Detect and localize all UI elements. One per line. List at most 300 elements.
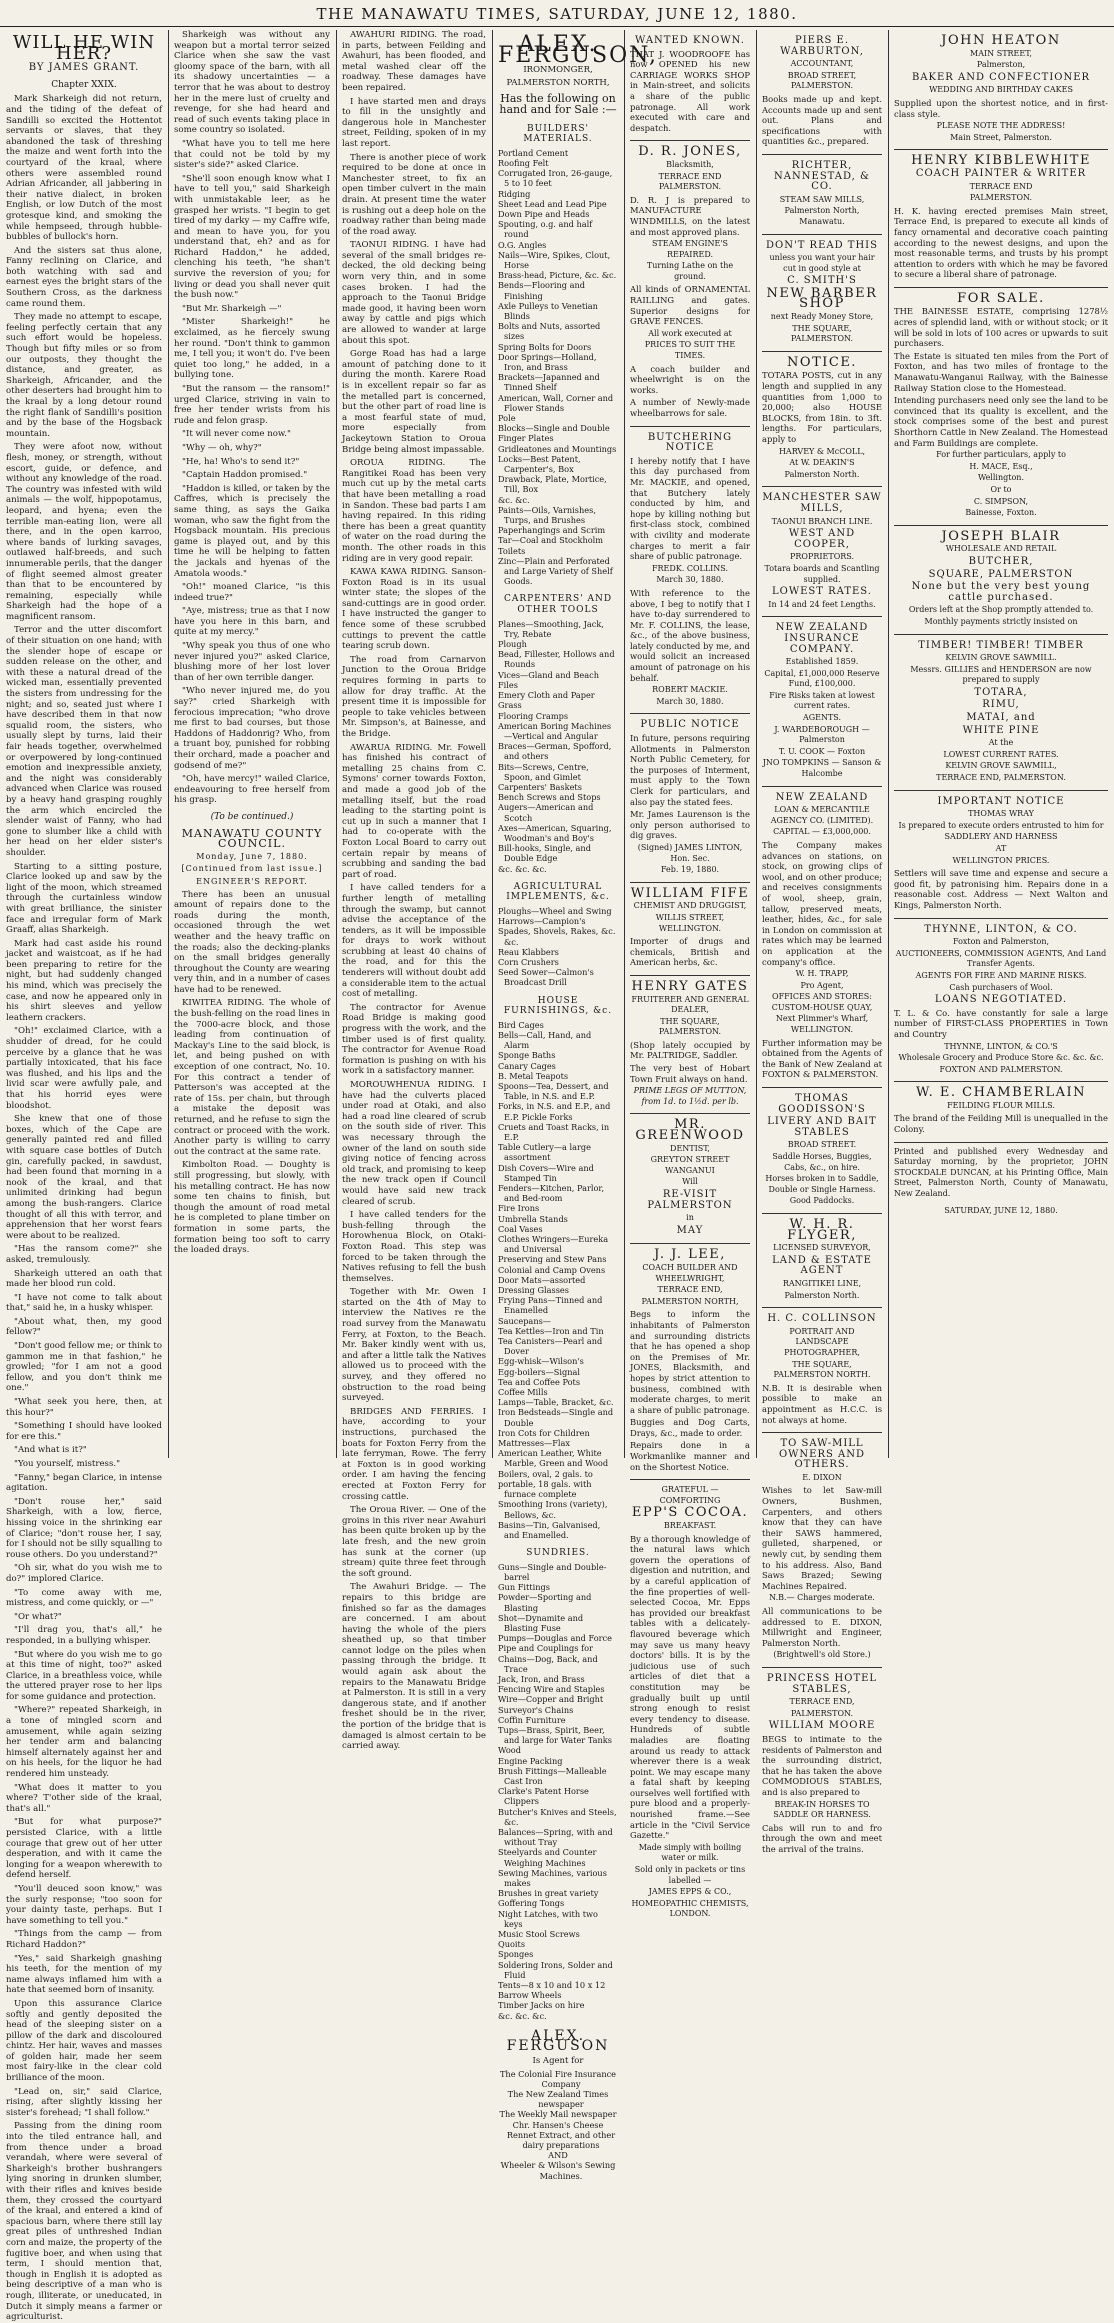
barber-ad: [762, 235, 882, 352]
heaton-name: JOHN HEATON: [941, 33, 1061, 48]
list-item: Tar—Coal and Stockholm: [498, 535, 604, 546]
paragraph: "Mister Sharkeigh!" he exclaimed, as he fiercely swung her round. "Don't think to gammon me, I tell you; it won't do. I've been quiet too long," he added, in a bullying tone.: [174, 317, 330, 381]
gates-body-2: The very best of Hobart Town Fruit always on hand.: [630, 1063, 750, 1084]
list-item: &c. &c.: [498, 494, 530, 505]
category-heading: AGRICULTURAL IMPLEMENTS, &c.: [506, 881, 610, 903]
timber-rates: LOWEST CURRENT RATES.: [943, 749, 1059, 759]
list-item: Zinc—Plain and Perforated and Large Variety of Shelf Goods.: [498, 555, 613, 587]
paragraph: "Oh, have mercy!" wailed Clarice, endeavouring to free herself from his grasp.: [174, 774, 330, 806]
list-item: Grass: [498, 700, 522, 711]
paragraph: The contractor for Avenue Road Bridge is making good progress with the work, and the timber used is of first quality. The contractor for Avenue Road formation is pushing on with his work in a satisfactory manner.: [342, 1002, 486, 1077]
epps-body: By a thorough knowledge of the natural laws which govern the operations of digestion and nutrition, and by a careful application of the fine properties of well-selected Cocoa, Mr. Epps has provided our breakfast tables with a delicately-flavoured beverage which may save us many heavy doctors' bills. It is by the judicious use of such articles of diet that a constitution may be gradually built up until strong enough to resist every tendency to disease. Hundreds of subtle maladies are floating around us ready to attack wherever there is a weak point. We may escape many a fatal shaft by keeping ourselves well fortified with pure blood and a properly-nourished frame.—See article in the "Civil Service Gazette.": [630, 1533, 750, 1841]
ironmonger-name: ALEX. FERGUSON,: [498, 32, 658, 68]
paragraph: I have started men and drays to fill in the unsightly and dangerous hole in Manchester street, Feilding, spoken of in my last report.: [342, 96, 486, 149]
list-item: Sponge Baths: [498, 1050, 556, 1061]
public-notice-ad: [630, 714, 750, 882]
princess-name: PRINCESS HOTEL STABLES,: [766, 1672, 878, 1695]
paragraph: Kimbolton Road. — Doughty is still progressing, but slowly, with his metalling contract. He has now some ten chains to finish, but though the amount of road metal he is completed to plane timber on formation in some parts, the formation being too soft to carry the loaded drays.: [174, 1160, 330, 1256]
warburton-name: PIERS E. WARBURTON,: [780, 35, 864, 57]
story-continued: (To be continued.): [210, 811, 294, 822]
paragraph: "I have not come to talk about that," said he, in a husky whisper.: [6, 1292, 162, 1314]
list-item: portable, 18 gals. with furnace complete: [498, 1478, 592, 1500]
thynne-loans: LOANS NEGOTIATED.: [934, 994, 1068, 1006]
public-date: Feb. 19, 1880.: [660, 865, 720, 875]
list-item: Planes—Smoothing, Jack, Try, Rebate: [498, 618, 604, 639]
list-item: Coffee Mills: [498, 1387, 548, 1398]
flyger-trade: LICENSED SURVEYOR,: [773, 1243, 871, 1253]
list-item: Lamps—Table, Bracket, &c.: [498, 1397, 614, 1408]
thynne-grocery: Wholesale Grocery and Produce Store &c. &c. &c.: [898, 1053, 1104, 1063]
paragraph: "Has the ransom come?" she asked, tremulously.: [6, 1244, 162, 1265]
heaton-body: Supplied upon the shortest notice, and in first-class style.: [894, 97, 1108, 119]
list-item: Spouting, o.g. and half round: [498, 219, 593, 240]
paragraph: "What does it matter to you where? T'other side of the kraal, that's all.": [6, 1782, 162, 1814]
imprint-date: SATURDAY, JUNE 12, 1880.: [944, 1205, 1058, 1215]
goodisson-place: BROAD STREET.: [787, 1140, 857, 1150]
item-list: [498, 148, 618, 587]
list-item: Corn Crushers: [498, 956, 559, 967]
heaton-note: PLEASE NOTE THE ADDRESS!: [936, 121, 1066, 131]
lee-town: PALMERSTON NORTH,: [641, 1296, 739, 1306]
list-item: Basins—Tin, Galvanised, and Enamelled.: [498, 1519, 601, 1540]
msm-place: TAONUI BRANCH LINE.: [771, 516, 873, 526]
barber-name: C. SMITH'S: [787, 275, 857, 287]
heaton-wedding: WEDDING AND BIRTHDAY CAKES: [929, 85, 1073, 95]
paragraph: "You'll deuced soon know," was the surly response; "too soon for your dainty taste, perhaps. But I have something to tell you.": [6, 1883, 162, 1926]
list-item: Goffering Tongs: [498, 1898, 565, 1909]
category-heading: CARPENTERS' AND OTHER TOOLS: [503, 594, 613, 616]
report-title: ENGINEER'S REPORT.: [196, 876, 308, 886]
epps-name: EPP'S COCOA.: [631, 1505, 749, 1521]
barber-body: unless you want your hair cut in good style at: [769, 253, 875, 273]
kibble-name: HENRY KIBBLEWHITE: [911, 153, 1091, 169]
princess-ad: [762, 1668, 882, 1862]
paragraph: "Don't rouse her," said Sharkeigh, with a low, fierce, hissing voice in the shrinking ear of Clarice; "don't rouse her, I say, for I should not be silly squalling to rouse others. Do you understand?": [6, 1496, 162, 1560]
list-item: Jack, Iron, and Brass: [498, 1673, 585, 1684]
list-item: American, Wall, Corner and Flower Stands: [498, 392, 614, 413]
heaton-ad: [894, 30, 1108, 150]
paragraph: She knew that one of those boxes, which of the Cape are generally painted red and filled with square case bottles of Dutch gin, carefully packed, in sawdust, had been found that morning in a nook of the kraal, and that unlimited drinking had begun among the bush-rangers. Clarice thought of all this with terror, and apprehension that her worst fears were about to be realized.: [6, 1114, 162, 1241]
timber-mill-2: KELVIN GROVE SAWMILL,: [945, 761, 1057, 771]
list-item: Flooring Cramps: [498, 710, 569, 721]
epps-sub: BREAKFAST.: [663, 1521, 717, 1531]
list-item: Finger Plates: [498, 433, 554, 444]
fife-body: Importer of drugs and chemicals, British and American herbs, &c.: [630, 936, 750, 968]
thynne-place: Foxton and Palmerston,: [952, 937, 1050, 947]
richter-place: Palmerston North, Manawatu.: [784, 206, 860, 226]
list-item: Iron Bedsteads—Single and Double: [498, 1407, 614, 1428]
wray-at: AT: [995, 844, 1007, 853]
list-item: Timber Jacks on hire: [498, 2000, 585, 2011]
list-item: Bead, Fillester, Hollows and Rounds: [498, 649, 615, 670]
list-item: Sheet Lead and Lead Pipe: [498, 198, 607, 209]
paragraph: "But Mr. Sharkeigh —": [182, 303, 282, 314]
list-item: Brass-head, Picture, &c. &c.: [498, 270, 617, 281]
barber-shop: NEW BARBER SHOP: [766, 285, 878, 312]
chamberlain-body: The brand of the Feilding Mill is unequalled in the Colony.: [894, 1113, 1108, 1135]
list-item: Surveyor's Chains: [498, 1704, 574, 1715]
list-item: Engine Packing: [498, 1755, 563, 1766]
nzl-name: NEW ZEALAND: [775, 791, 869, 803]
agency-list: [498, 2069, 618, 2181]
list-item: Gun Fittings: [498, 1582, 550, 1593]
agency-item: Chr. Hansen's Cheese Rennet Extract, and other dairy preparations: [506, 2119, 616, 2151]
flyger-name: W. H. R. FLYGER,: [787, 1217, 857, 1243]
list-item: Dish Covers—Wire and Stamped Tin: [498, 1162, 594, 1183]
paragraph: Sharkeigh uttered an oath that made her blood run cold.: [6, 1268, 162, 1290]
ironmonger-intro: Has the following on hand and for Sale :—: [499, 92, 617, 116]
sale-title: FOR SALE.: [957, 290, 1045, 306]
paragraph: Terror and the utter discomfort of their situation on one hand; with the slender hope of escape or sudden release on the other, and with these a natural dread of the wicked man, essentially prevented the sisters from undressing for the night; and so, seated just where I have described them in that now squalid room, the sisters, who usually slept by turns, laid their fair heads together, overwhelmed or overpowered by long-continued emotion and inexpressible anxiety, and the night was considerably advanced when Clarice was roused by a heavy hand grasping roughly the arm which encircled the slender waist of Fanny, who had gone to slumber like a child with her head on her elder sister's shoulder.: [6, 625, 162, 858]
goodisson-name: THOMAS GOODISSON'S: [778, 1093, 866, 1115]
sale-apply: For further particulars, apply to: [936, 450, 1066, 460]
public-body-2: Mr. James Laurenson is the only person authorised to dig graves.: [630, 809, 750, 841]
sale-agent-1-place: Wellington.: [978, 473, 1024, 483]
nzl-agent-title: Pro Agent,: [800, 980, 844, 990]
council-title: MANAWATU COUNTY COUNCIL.: [181, 826, 323, 851]
list-item: Umbrella Stands: [498, 1213, 568, 1224]
paragraph: "Or what?": [14, 1611, 62, 1622]
notice-sign: HARVEY & McCOLL,: [778, 446, 866, 456]
sale-body-2: The Estate is situated ten miles from the Port of Foxton, and has two miles of frontage to the Manawatu-Wanganui Railway, with the Bainesse Railway Station close to the Homestead.: [894, 350, 1108, 393]
list-item: Bells—Call, Hand, and Alarm: [498, 1029, 592, 1051]
fife-ad: [630, 883, 750, 976]
jones-railing: All kinds of ORNAMENTAL RAILLING and gates. Superior designs for GRAVE FENCES.: [630, 284, 750, 327]
list-item: Canary Cages: [498, 1060, 556, 1071]
paragraph: "Why speak you thus of one who never injured you?" asked Clarice, blushing more of her lost lover than of her own terrible danger.: [174, 641, 330, 683]
dentist-place: GREYTON STREET WANGANUI: [650, 1155, 730, 1175]
paragraph: "Haddon is killed, or taken by the Caffres, which is precisely the same thing, as says the Gaika woman, who saw the fight from the Hogsback mountain. His precious game is played out, and by this time he will be helping to fatten the jackals and hyenas of the Amatola woods.": [174, 483, 330, 579]
paragraph: OROUA RIDING. The Rangitikei Road has been very much cut up by the metal carts that have been metalling a road in Sandon. These bad parts I am having repaired. In this riding there has been a great quantity of water on the road during the month. The other roads in this riding are in very good repair.: [342, 458, 486, 564]
paragraph: "Oh!" exclaimed Clarice, with a shudder of dread, for he could perceive by a glance that he was partially intoxicated, that his face was flushed, and his lips and the livid scar were awfully pale, and that his horrid eyes were bloodshot.: [6, 1026, 162, 1111]
list-item: Axes—American, Squaring, Woodman's and Boy's: [498, 822, 612, 843]
paragraph: "But the ransom — the ransom!" urged Clarice, striving in vain to free her tender wrists from his rude and felon grasp.: [174, 384, 330, 426]
butcher-title: BUTCHERING NOTICE: [647, 431, 733, 454]
list-item: Ploughs—Wheel and Swing: [498, 905, 612, 916]
paragraph: The Awahuri Bridge. — The repairs to this bridge are finished so far as the damages are concerned. I am about having the whole of the piers sheathed up, so that timber cannot lodge on the piles when passing through the bridge. It would again ask about the repairs to the Manawatu Bridge at Palmerston. It is still in a very dangerous state, and if another freshet should be in the river, the portion of the bridge that is damaged is almost certain to be carried away.: [342, 1582, 486, 1752]
column-rule: [168, 30, 169, 1458]
nz-loan-ad: [762, 787, 882, 1088]
kibble-body: H. K. having erected premises Main street, Terrace End, is prepared to execute all kinds of fancy ornamental and decorative coach painting according to the newest designs, and upon the most reasonable terms, and trusts by his prompt attention to orders with which he may be favored to secure a liberal share of patronage.: [894, 205, 1108, 280]
list-item: Down Pipe and Heads: [498, 208, 590, 219]
paragraph: I have called tenders for a further length of metalling through the swamp, but cannot advise the acceptance of the tenders, as it will be impossible for drays to work without scrubbing at least 40 chains of the road, and for this the tenderers will without doubt add a considerable item to the actual cost of metalling.: [342, 883, 486, 1000]
butcher-date-2: March 30, 1880.: [656, 696, 724, 706]
list-item: Tups—Brass, Spirit, Beer, and large for Water Tanks: [498, 1724, 612, 1746]
story-byline: BY JAMES GRANT.: [28, 62, 140, 74]
list-item: Blocks—Single and Double: [498, 423, 610, 434]
flyger-place: RANGITIKEI LINE,: [782, 1278, 862, 1288]
timber-mill: KELVIN GROVE SAWMILL.: [945, 653, 1057, 663]
blair-trade-2: BUTCHER,: [968, 555, 1034, 567]
jones-body: D. R. J is prepared to MANUFACTURE WINDMILLS, on the latest and most approved plans.: [630, 194, 750, 237]
wray-prices: WELLINGTON PRICES.: [952, 855, 1050, 865]
chamberlain-name: W. E. CHAMBERLAIN: [916, 1085, 1086, 1101]
barber-square: THE SQUARE, PALMERSTON.: [790, 323, 854, 344]
story-column-2: [170, 30, 334, 1458]
paragraph: "What seek you here, then, at this hour?": [6, 1397, 162, 1418]
fife-name: WILLIAM FIFE: [630, 885, 750, 901]
list-item: Pole: [498, 413, 516, 424]
paragraph: KIWITEA RIDING. The whole of the bush-felling on the road lines in the 7000-acre block, and those leading from continuation of Mackay's Line to the said block, is let, and being pushed on with exception of one contract, No. 10. For this contract a tender of Patterson's was accepted at the rate of 15s. per chain, but through a mistake the deposit was returned, and he refuse to sign the contract or proceed with the work. Another party is willing to carry out the contract at the same rate.: [174, 998, 330, 1157]
paragraph: "Things from the camp — from Richard Haddon?": [6, 1929, 162, 1950]
item-list: [498, 619, 618, 874]
warburton-ad: [762, 30, 882, 155]
paragraph: KAWA KAWA RIDING. Sanson-Foxton Road is in its usual winter state; the slopes of the sand-cuttings are in good order. I have instructed the ganger to fence some of these scrubbed cuttings to prevent the cattle tearing scrub down.: [342, 567, 486, 652]
nzi-est: Established 1859.: [785, 657, 859, 667]
list-item: Emery Cloth and Paper: [498, 690, 595, 701]
jones-executed: All work executed at: [648, 328, 732, 338]
item-list: [498, 1020, 618, 1540]
list-item: Egg-whisk—Wilson's: [498, 1356, 584, 1367]
paragraph: "And what is it?": [14, 1445, 87, 1456]
collinson-trade: PORTRAIT AND LANDSCAPE PHOTOGRAPHER,: [784, 1326, 860, 1357]
flyger-town: Palmerston North.: [784, 1290, 860, 1300]
epps-head: GRATEFUL — COMFORTING: [659, 1485, 721, 1505]
list-item: Forks, in N.S. and E.P., and E.P. Pickle Forks: [498, 1101, 611, 1122]
paragraph: "Don't good fellow me; or think to gammon me in that fashion," he growled; "for I am not a good fellow, and you don't think me one.": [6, 1341, 162, 1394]
nzl-town: WELLINGTON.: [790, 1025, 854, 1035]
council-text: [174, 890, 330, 1256]
lee-ad: [630, 1244, 750, 1480]
jones-barrows: A number of Newly-made wheelbarrows for sale.: [630, 397, 750, 418]
flyger-ad: [762, 1214, 882, 1308]
paragraph: They made no attempt to escape, feeling perfectly certain that any such effort would be hopeless. Though but fifty miles or so from our outposts, they thought the distance, and greater, as Sharkeigh, Africander, and the other deserters had brought him to the kraal by a long detour round the right flank of Sandilli's position and by the base of the Hogsback mountain.: [6, 312, 162, 439]
list-item: Powder—Sporting and Blasting: [498, 1592, 592, 1613]
list-item: Wire—Copper and Bright: [498, 1694, 604, 1705]
dixon-body: Wishes to let Saw-mill Owners, Bushmen, Carpenters, and others know that they can have their SAWS hammered, gulleted, sharpened, or newly cut, by sending them to his address. Also, Band Saws Brazed; Sewing Machines Repaired.: [762, 1485, 882, 1591]
heaton-note-2: Main Street, Palmerston.: [950, 132, 1052, 142]
paragraph: "Lead on, sir," said Clarice, rising, after slightly kissing her sister's forehead; "I shall follow.": [6, 2086, 162, 2118]
list-item: Soldering Irons, Solder and Fluid: [498, 1959, 613, 1980]
wanted-ad: [630, 30, 750, 141]
kibblewhite-ad: [894, 150, 1108, 288]
paragraph: They were afoot now, without flesh, money, or strength, without escort, guide, or defence, and without any knowledge of the road. The country was infested with wild animals — the wolf, hippopotamus, leopard, and hyena; even the terrible man-eating lion, were all there, and in the open karroo, where bands of lurking savages, outlawed half-breeds, and such innumerable perils, that the danger of flight seemed almost greater than that to be encountered by remaining, especially while Sharkeigh had the hope of a magnificent ransom.: [6, 442, 162, 622]
timber-title: TIMBER! TIMBER! TIMBER: [918, 639, 1084, 651]
list-item: Bends—Flooring and Finishing: [498, 280, 585, 301]
nzi-agents: AGENTS.: [802, 713, 842, 723]
nzl-body: The Company makes advances on stations, on stock, on growing clips of wool, and on other produce; and receives consignments of wool, sheep, grain, tallow, preserved meats, leather, hides, &c., for sale in London on commission at rates which may be learned on application at the company's office.: [762, 840, 882, 967]
jones-prices: PRICES TO SUIT THE TIMES.: [644, 340, 736, 361]
butcher-sign: FREDK. COLLINS.: [651, 563, 729, 573]
wray-name: THOMAS WRAY: [968, 809, 1034, 819]
thynne-name: THYNNE, LINTON, & CO.: [924, 923, 1078, 935]
paragraph: I have called tenders for the bush-felling through the Horowhenua Block, on Otaki-Foxton Road. This step was forced to be taken through the Natives refusing to fell the bush themselves.: [342, 1210, 486, 1284]
blair-body: None but the very best young cattle purchased.: [911, 581, 1091, 603]
agency-item: The New Zealand Times newspaper: [507, 2089, 609, 2110]
lee-body: Begs to inform the inhabitants of Palmerston and surrounding districts that he has opened a shop on the Premises of Mr. JONES, Blacksmith, and hopes by strict attention to business, combined with moderate charges, to merit a share of public patronage.: [630, 1309, 750, 1415]
list-item: Bird Cages: [498, 1019, 544, 1030]
moore-cabs: Cabs will run to and fro through the own and meet the arrival of the trains.: [762, 1822, 882, 1854]
thynne-agents: AGENTS FOR FIRE AND MARINE RISKS.: [915, 970, 1087, 980]
list-item: Harrows—Campion's: [498, 916, 586, 927]
paragraph: Mark had cast aside his round jacket and waistcoat, as if he had been preparing to retire for the night, but had suddenly changed his mind, which was precisely the case, and now he appeared only in his shirt sleeves and yellow leathern crackers.: [6, 938, 162, 1023]
timber-white: WHITE PINE: [962, 724, 1040, 736]
butcher-body-2: With reference to the above, I beg to notify that I have to-day surrendered to Mr. F. COLLINS, the lease, &c., of the above business, lately conducted by me, and would solicit an increased amount of patronage on his behalf.: [630, 587, 750, 683]
list-item: Vices—Gland and Beach: [498, 669, 599, 680]
nzi-risks: Fire Risks taken at lowest current rates.: [769, 690, 875, 711]
paragraph: Gorge Road has had a large amount of patching done to it during the month. Karere Road is in excellent repair so far as the metalled part is concerned, but the other part of road line is a most fearful state of mud, more especially from Jackeytown Station to Oroua Bridge being almost impassable.: [342, 349, 486, 455]
council-continued: [Continued from last issue.]: [181, 864, 323, 874]
blair-place: SQUARE, PALMERSTON: [928, 568, 1074, 580]
collinson-name: H. C. COLLINSON: [767, 1313, 877, 1325]
dentist-in: in: [686, 1213, 694, 1223]
paragraph: TAONUI RIDING. I have had several of the small bridges re-decked, the old decking being worn very thin, and in some cases broken. I had the approach to the Taonui Bridge made good, it having been worn away by cattle and pigs which are allowed to wander at large about this spot.: [342, 240, 486, 346]
list-item: &c. &c. &c.: [498, 2010, 547, 2021]
column-rule: [756, 30, 757, 1458]
sale-body: THE BAINESSE ESTATE, comprising 1278½ acres of splendid land, with or without stock; or it will be sold in lots of 100 acres or upwards to suit purchasers.: [894, 306, 1108, 349]
list-item: Door Springs—Holland, Iron, and Brass: [498, 351, 597, 373]
butcher-ad: [630, 427, 750, 715]
paragraph: The Oroua River. — One of the groins in this river near Awahuri has been quite broken up by the late fresh, and the new groin has sunk at the corner (up stream) quite three feet through the soft ground.: [342, 1505, 486, 1579]
sale-agent-2: C. SIMPSON,: [973, 496, 1029, 506]
list-item: Brackets—Japanned and Tinned Shelf: [498, 372, 600, 393]
thynne-body: T. L. & Co. have constantly for sale a large number of FIRST-CLASS PROPERTIES in Town and Country: [894, 1007, 1108, 1039]
list-item: Balances—Spring, with and without Tray: [498, 1826, 613, 1848]
paragraph: "Aye, mistress; true as that I now have you here in this barn, and quite at my mercy.": [174, 606, 330, 638]
collinson-place: THE SQUARE, PALMERSTON NORTH.: [773, 1359, 871, 1380]
list-item: Clothes Wringers—Eureka and Universal: [498, 1234, 609, 1255]
sale-agent-2-place: Bainesse, Foxton.: [965, 508, 1037, 518]
nzl-agent: W. H. TRAPP,: [795, 969, 849, 979]
dixon-nb: N.B.— Charges moderate.: [769, 1593, 875, 1603]
nzl-further: Further information may be obtained from the Agents of the Bank of New Zealand at FOXTON & PALMERSTON.: [762, 1037, 882, 1080]
heaton-town: Palmerston,: [976, 60, 1026, 70]
list-item: Smoothing Irons (variety), Bellows, &c.: [498, 1499, 608, 1520]
list-item: Bits—Screws, Centre, Spoon, and Gimlet: [498, 761, 589, 782]
fife-trade: CHEMIST AND DRUGGIST,: [633, 901, 747, 911]
agent-name: ALEX. FERGUSON: [506, 2027, 610, 2055]
paragraph: "Oh sir, what do you wish me to do?" implored Clarice.: [6, 1563, 162, 1584]
list-item: Boilers, oval, 2 gals. to: [498, 1468, 593, 1479]
msm-lengths: In 14 and 24 feet Lengths.: [768, 599, 876, 609]
paragraph: "She'll soon enough know what I have to tell you," said Sharkeigh with unmistakable leer, as he grasped her wrists. "I begin to get tired of my darky — my Caffre wife, and mean to have you, for you understand that, eh? and as for Richard Haddon," he added, clenching his teeth, "he shan't survive the reversion of you; for living or dead you shall never quit the bush now.": [174, 173, 330, 301]
epps-sign-2: HOMEOPATHIC CHEMISTS, LONDON.: [631, 1898, 749, 1919]
list-item: Egg-boilers—Signal: [498, 1366, 581, 1377]
jones-trade: Blacksmith,: [666, 159, 714, 169]
list-item: Corrugated Iron, 26-gauge, 5 to 10 feet: [498, 168, 613, 189]
list-item: Wood: [498, 1745, 521, 1756]
blair-body-3: Monthly payments strictly insisted on: [924, 616, 1078, 626]
warburton-body: Books made up and kept. Accounts made up and sent out. Plans and specifications with quantities &c., prepared.: [762, 93, 882, 147]
goodisson-body-2: Horses broken in to Saddle, Double or Single Harness.: [765, 1174, 879, 1194]
jones-turning: Turning Lathe on the ground.: [646, 261, 734, 281]
list-item: Spoons—Tea, Dessert, and Table, in N.S. and E.P.: [498, 1080, 609, 1102]
list-item: Tea Canisters—Pearl and Dover: [498, 1336, 603, 1357]
list-item: Clarke's Patent Horse Clippers: [498, 1786, 589, 1807]
wanted-body: THAT J. WOODROOFE has now OPENED his new CARRIAGE WORKS SHOP in Main-street, and solicits a share of the public patronage. All work executed with care and despatch.: [630, 48, 750, 133]
dixon-head: TO SAW-MILL OWNERS AND OTHERS.: [778, 1438, 866, 1471]
msm-owners: WEST AND COOPER,: [788, 528, 856, 550]
dixon-shop: (Brightwell's old Store.): [773, 1650, 871, 1660]
ads-column-c: [890, 30, 1112, 1458]
list-item: Coffin Furniture: [498, 1714, 566, 1725]
collinson-body: N.B. It is desirable when possible to make an appointment as H.C.C. is not always at home.: [762, 1382, 882, 1425]
richter-trade: STEAM SAW MILLS,: [779, 194, 865, 204]
butcher-date: March 30, 1880.: [656, 575, 724, 585]
list-item: Plough: [498, 639, 527, 650]
list-item: Butcher's Knives and Steels, &c.: [498, 1806, 617, 1827]
kibble-town: PALMERSTON.: [969, 193, 1033, 203]
gates-body: (Shop lately occupied by Mr. PALTRIDGE, Saddler.: [630, 1039, 750, 1061]
goodisson-ad: [762, 1088, 882, 1214]
timber-rimu: RIMU,: [982, 699, 1020, 711]
timber-place: TERRACE END, PALMERSTON.: [936, 773, 1066, 783]
thynne-ad: [894, 919, 1108, 1083]
blair-trade: WHOLESALE AND RETAIL: [945, 544, 1057, 554]
list-item: Coal Vases: [498, 1223, 543, 1234]
public-sign: (Signed) JAMES LINTON, Hon. Sec.: [637, 842, 743, 863]
story-column-1: [2, 30, 166, 2323]
dentist-revisit: RE-VISIT PALMERSTON: [647, 1189, 733, 1211]
list-item: Spades, Shovels, Rakes, &c. &c.: [498, 926, 616, 947]
public-title: PUBLIC NOTICE: [640, 719, 740, 731]
epps-made: Made simply with boiling water or milk.: [638, 1842, 742, 1863]
column-rule: [336, 30, 337, 1458]
list-item: Sewing Machines, various makes: [498, 1867, 607, 1888]
wray-body-2: Settlers will save time and expense and secure a good fit, by patronising him. Repairs done in a reasonable cost. Address — Next Walton and Kings, Palmerston North.: [894, 868, 1108, 910]
thynne-trade: AUCTIONEERS, COMMISSION AGENTS, And Land Transfer Agents.: [895, 948, 1107, 969]
manchester-ad: [762, 487, 882, 617]
paragraph: The road from Carnarvon Junction to the Oroua Bridge requires forming in parts to allow for dray traffic. At the present time it is impossible for people to take vehicles between Mr. Simpson's, at Bainesse, and the Bridge.: [342, 654, 486, 739]
list-item: Augers—American and Scotch: [498, 802, 594, 823]
list-item: Fire Irons: [498, 1203, 540, 1214]
paragraph: MOROUWHENUA RIDING. I have had the culverts placed under road at Otaki, and also had a road line cleared of scrub on the south side of river. This was necessary through the owner of the land on south side giving notice of fencing across old track, and promising to keep the new track open if Council would have said new track cleared of scrub.: [342, 1080, 486, 1207]
timber-body: Messrs. GILLIES and HENDERSON are now prepared to supply: [910, 664, 1092, 685]
paragraph: Sharkeigh was without any weapon but a mortal terror seized Clarice when she saw the vast gloomy space of the barn, with all its shadowy uncertainties — a terror that he was about to destroy her in the mere lust of cruelty and revenge, for she had heard and read of such events taking place in some country so isolated.: [174, 30, 330, 136]
list-item: Nails—Wire, Spikes, Clout, Horse: [498, 249, 611, 270]
list-item: Gridleatones and Mountings: [498, 443, 617, 454]
dentist-name: MR. GREENWOOD: [635, 1117, 745, 1144]
richter-name: RICHTER, NANNESTAD, & CO.: [774, 159, 870, 193]
list-item: Seed Sower—Calmon's Broadcast Drill: [498, 967, 594, 988]
gates-name: HENRY GATES: [631, 978, 749, 994]
lee-name: J. J. LEE,: [654, 1247, 726, 1263]
dixon-name: E. DIXON: [802, 1472, 842, 1482]
timber-at: At the: [988, 738, 1014, 748]
nz-insurance-ad: [762, 617, 882, 786]
agency-item: The Colonial Fire Insurance Company: [499, 2068, 617, 2089]
list-item: Paints—Oils, Varnishes, Turps, and Brushes: [498, 504, 596, 526]
butcher-sign-2: ROBERT MACKIE.: [652, 685, 728, 695]
council-column: [338, 30, 490, 1752]
list-item: Toilets: [498, 545, 526, 556]
council-text-continued: [342, 30, 486, 1752]
ads-column-b: [758, 30, 886, 1854]
chamberlain-trade: FEILDING FLOUR MILLS.: [947, 1100, 1055, 1110]
agent-label: Is Agent for: [532, 2056, 584, 2067]
council-date: Monday, June 7, 1880.: [196, 851, 308, 861]
paragraph: There has been an unusual amount of repairs done to the roads during the month, occasioned through the wet weather and the heavy traffic on the roads; also the decking-planks on the small bridges generally throughout the County are wearing very thin, and in a number of cases have had to be renewed.: [174, 889, 330, 995]
paragraph: "What have you to tell me here that could not be told by my sister's side?" asked Clarice.: [174, 138, 330, 171]
list-item: Quoits: [498, 1939, 526, 1950]
list-item: Pipe and Couplings for: [498, 1643, 593, 1654]
lee-place: TERRACE END,: [657, 1285, 723, 1295]
list-item: Drawback, Plate, Mortice, Till, Box: [498, 474, 607, 495]
sale-ad: [894, 288, 1108, 526]
list-item: Fenders—Kitchen, Parlor, and Bed-room: [498, 1183, 605, 1204]
list-item: Fencing Wire and Staples: [498, 1684, 605, 1695]
dentist-ad: [630, 1114, 750, 1244]
goodisson-body-3: Good Paddocks.: [789, 1196, 855, 1206]
paragraph: Passing from the dining room into the tiled entrance hall, and from thence under a broad verandah, where were several of Sharkeigh's brother bushrangers lying snoring in drunken slumber, with their rifles and knives beside them, they crossed the courtyard of the kraal, and entered a kind of spacious barn, where there still lay great piles of unthreshed Indian corn and maize, the property of the fugitive boer, and when using that term, I should mention that, though in English it is adopted as being descriptive of a man who is rough, illiterate, or uneducated, in Dutch it simply means a farmer or agriculturist.: [6, 2121, 162, 2323]
list-item: Braces—German, Spofford, and others: [498, 741, 612, 762]
lee-trade: COACH BUILDER AND WHEELWRIGHT,: [642, 1262, 738, 1283]
timber-matai: MATAI, and: [966, 712, 1036, 724]
list-item: Cruets and Toast Racks, in E.P.: [498, 1121, 610, 1142]
collinson-ad: [762, 1308, 882, 1433]
list-item: Barrow Wheels: [498, 1990, 562, 2001]
item-list: [498, 1562, 618, 2021]
